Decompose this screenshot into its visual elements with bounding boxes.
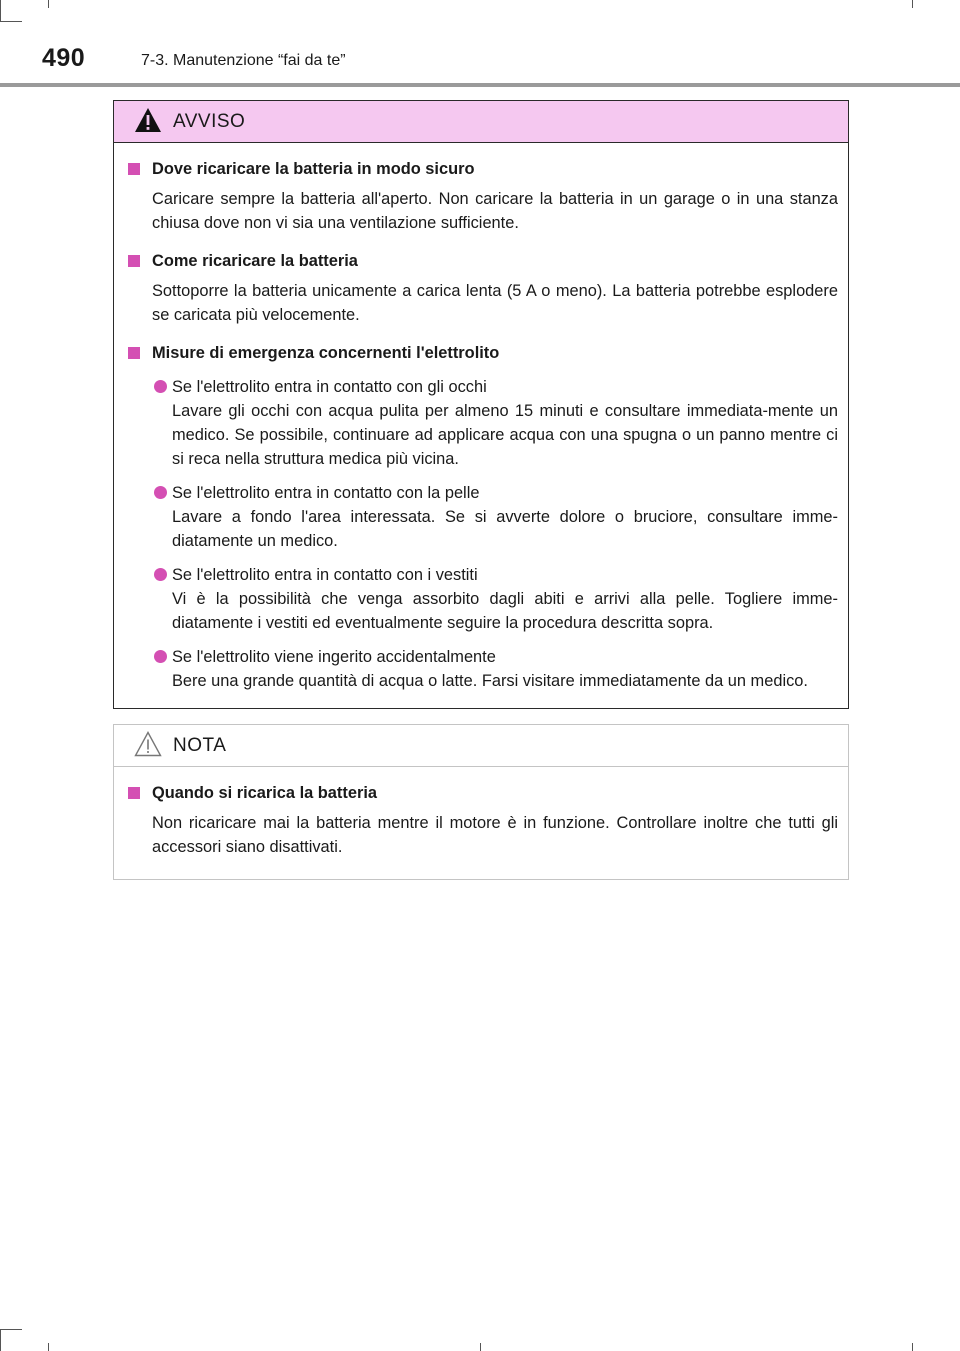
warning-title: AVVISO	[173, 111, 246, 132]
circle-bullet-icon	[154, 380, 167, 393]
section-heading: Come ricaricare la batteria	[126, 249, 838, 273]
circle-bullet-icon	[154, 568, 167, 581]
section-heading: Misure di emergenza concernenti l'elettrolito	[126, 341, 838, 365]
header-divider	[0, 83, 960, 87]
bullet-heading: Se l'elettrolito entra in contatto con gli occhi	[172, 378, 487, 396]
list-item	[126, 645, 838, 693]
crop-mark	[0, 1329, 22, 1330]
page-number: 490	[42, 44, 86, 72]
bullet-heading: Se l'elettrolito viene ingerito accidentalmente	[172, 648, 496, 666]
square-bullet-icon	[128, 347, 140, 359]
bullet-text: Bere una grande quantità di acqua o latte. Farsi visitare immediatamente da un medico.	[172, 672, 808, 690]
bullet-text: Lavare gli occhi con acqua pulita per almeno 15 minuti e consultare immediata-mente un medico. Se possibile, continuare ad applicare acqua con una spugna o un panno mentre ci si reca nella struttura medica più vicina.	[172, 402, 838, 468]
section-text: Caricare sempre la batteria all'aperto. Non caricare la batteria in un garage o in una stanza chiusa dove non vi sia una ventilazione sufficiente.	[152, 190, 838, 232]
caution-triangle-icon	[134, 731, 162, 757]
square-bullet-icon	[128, 163, 140, 175]
bullet-text: Vi è la possibilità che venga assorbito dagli abiti e arrivi alla pelle. Togliere imme-diatamente i vestiti ed eventualmente seguire la procedura descritta sopra.	[172, 590, 838, 632]
bullet-heading: Se l'elettrolito entra in contatto con la pelle	[172, 484, 480, 502]
circle-bullet-icon	[154, 486, 167, 499]
square-bullet-icon	[128, 787, 140, 799]
list-item	[126, 375, 838, 471]
note-box	[113, 724, 849, 880]
section-text: Sottoporre la batteria unicamente a carica lenta (5 A o meno). La batteria potrebbe esplodere se caricata più velocemente.	[152, 282, 838, 324]
square-bullet-icon	[128, 255, 140, 267]
warning-triangle-icon	[134, 107, 162, 133]
page-header	[0, 0, 960, 90]
warning-header	[114, 101, 848, 143]
crop-mark	[480, 1343, 481, 1351]
crop-mark	[912, 1343, 913, 1351]
note-body	[114, 767, 848, 859]
crop-mark	[48, 1343, 49, 1351]
section-title: 7-3. Manutenzione “fai da te”	[141, 52, 346, 69]
bullet-text: Lavare a fondo l'area interessata. Se si avverte dolore o bruciore, consultare imme-diatamente un medico.	[172, 508, 838, 550]
section-heading: Dove ricaricare la batteria in modo sicuro	[126, 157, 838, 181]
warning-body	[114, 143, 848, 693]
circle-bullet-icon	[154, 650, 167, 663]
warning-box	[113, 100, 849, 709]
bullet-heading: Se l'elettrolito entra in contatto con i vestiti	[172, 566, 478, 584]
list-item	[126, 481, 838, 553]
section-heading: Quando si ricarica la batteria	[126, 781, 838, 805]
list-item	[126, 563, 838, 635]
section-text: Non ricaricare mai la batteria mentre il motore è in funzione. Controllare inoltre che tutti gli accessori siano disattivati.	[152, 814, 838, 856]
note-title: NOTA	[173, 735, 227, 756]
note-header	[114, 725, 848, 767]
crop-mark	[0, 1329, 1, 1351]
